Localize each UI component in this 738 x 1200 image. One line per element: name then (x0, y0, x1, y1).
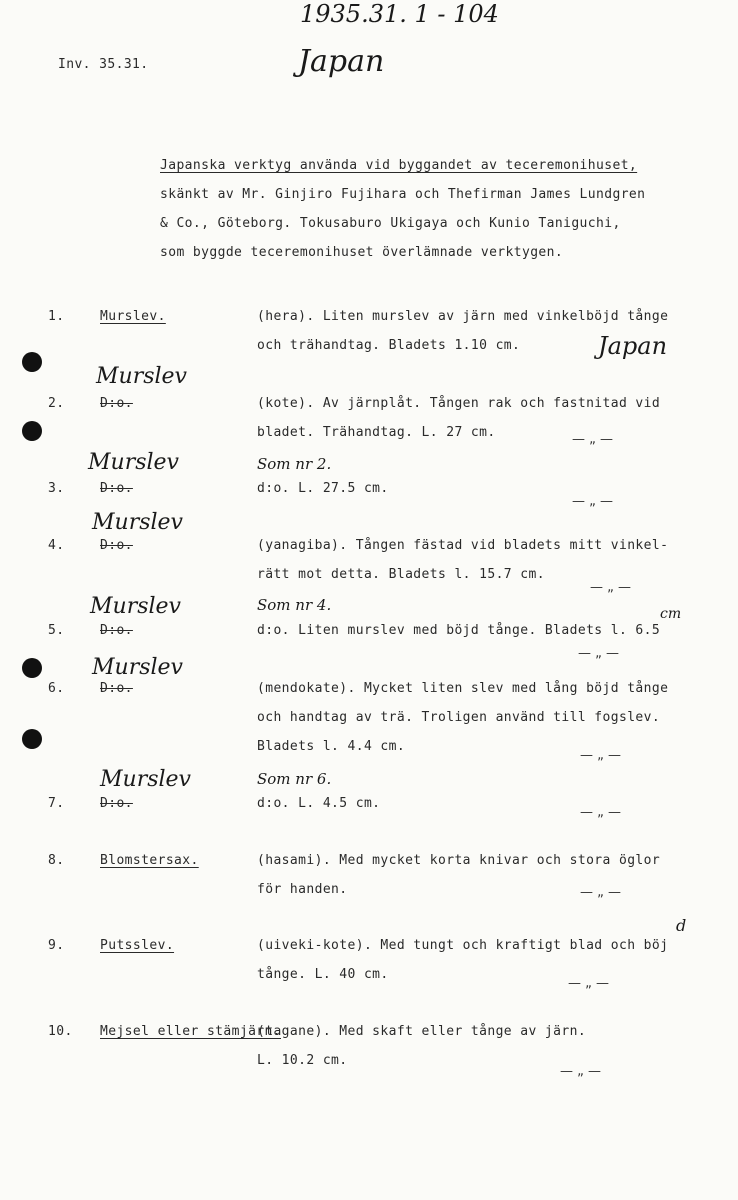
intro-title: Japanska verktyg använda vid byggandet av teceremonihuset, (160, 158, 638, 173)
handwritten-item-name: Murslev (100, 767, 191, 792)
handwritten-note: Japan (598, 332, 668, 360)
item-number: 3. (48, 481, 65, 496)
item-number: 8. (48, 853, 65, 868)
item-description: (tagane). Med skaft eller tånge av järn. (257, 1024, 587, 1039)
item-name: Putsslev. (100, 938, 175, 953)
item-name: D:o. (100, 481, 133, 496)
intro-line: skänkt av Mr. Ginjiro Fujihara och Thefirman James Lundgren (160, 187, 646, 202)
handwritten-note: Som nr 4. (257, 596, 332, 614)
inventory-number: Inv. 35.31. (58, 57, 149, 72)
item-description: för handen. (257, 882, 348, 897)
item-description: (mendokate). Mycket liten slev med lång böjd tånge (257, 681, 669, 696)
item-name: D:o. (100, 396, 133, 411)
item-description: och handtag av trä. Troligen använd till fogslev. (257, 710, 661, 725)
handwritten-country: Japan (298, 44, 385, 79)
ditto-mark: — „ — (580, 805, 621, 820)
handwritten-item-name: Murslev (92, 510, 183, 535)
ditto-mark: — „ — (580, 885, 621, 900)
intro-line: som byggde teceremonihuset överlämnade verktygen. (160, 245, 564, 260)
ditto-mark: — „ — (590, 580, 631, 595)
ditto-mark: — „ — (580, 748, 621, 763)
item-number: 6. (48, 681, 65, 696)
item-name: Mejsel eller stämjärn. (100, 1024, 281, 1039)
item-description: och trähandtag. Bladets 1.10 cm. (257, 338, 521, 353)
item-description: (hasami). Med mycket korta knivar och stora öglor (257, 853, 661, 868)
item-description: tånge. L. 40 cm. (257, 967, 389, 982)
item-description: d:o. L. 27.5 cm. (257, 481, 389, 496)
item-description: d:o. L. 4.5 cm. (257, 796, 381, 811)
item-name: D:o. (100, 623, 133, 638)
item-number: 9. (48, 938, 65, 953)
item-description: (hera). Liten murslev av järn med vinkelböjd tånge (257, 309, 669, 324)
item-number: 2. (48, 396, 65, 411)
handwritten-item-name: Murslev (92, 655, 183, 680)
handwritten-unit: d (676, 916, 687, 935)
ditto-mark: — „ — (572, 494, 613, 509)
item-description: rätt mot detta. Bladets l. 15.7 cm. (257, 567, 545, 582)
punch-hole (22, 421, 42, 441)
handwritten-unit: cm (660, 606, 682, 622)
punch-hole (22, 658, 42, 678)
handwritten-catalog-number: 1935.31. 1 - 104 (300, 0, 499, 28)
punch-hole (22, 352, 42, 372)
punch-hole (22, 729, 42, 749)
item-number: 1. (48, 309, 65, 324)
handwritten-item-name: Murslev (96, 364, 187, 389)
item-number: 7. (48, 796, 65, 811)
ditto-mark: — „ — (568, 976, 609, 991)
handwritten-note: Som nr 6. (257, 770, 332, 788)
item-description: d:o. Liten murslev med böjd tånge. Bladets l. 6.5 (257, 623, 661, 638)
item-name: D:o. (100, 796, 133, 811)
handwritten-item-name: Murslev (88, 450, 179, 475)
item-description: (kote). Av järnplåt. Tången rak och fastnitad vid (257, 396, 661, 411)
intro-line: & Co., Göteborg. Tokusaburo Ukigaya och Kunio Taniguchi, (160, 216, 621, 231)
handwritten-note: Som nr 2. (257, 455, 332, 473)
item-number: 10. (48, 1024, 73, 1039)
handwritten-item-name: Murslev (90, 594, 181, 619)
item-description: bladet. Trähandtag. L. 27 cm. (257, 425, 496, 440)
ditto-mark: — „ — (578, 646, 619, 661)
item-name: D:o. (100, 681, 133, 696)
ditto-mark: — „ — (572, 432, 613, 447)
item-name: D:o. (100, 538, 133, 553)
item-description: (yanagiba). Tången fästad vid bladets mitt vinkel- (257, 538, 669, 553)
item-description: L. 10.2 cm. (257, 1053, 348, 1068)
item-number: 5. (48, 623, 65, 638)
item-name: Murslev. (100, 309, 166, 324)
item-name: Blomstersax. (100, 853, 199, 868)
ditto-mark: — „ — (560, 1064, 601, 1079)
item-number: 4. (48, 538, 65, 553)
item-description: (uiveki-kote). Med tungt och kraftigt blad och böj (257, 938, 669, 953)
item-description: Bladets l. 4.4 cm. (257, 739, 406, 754)
